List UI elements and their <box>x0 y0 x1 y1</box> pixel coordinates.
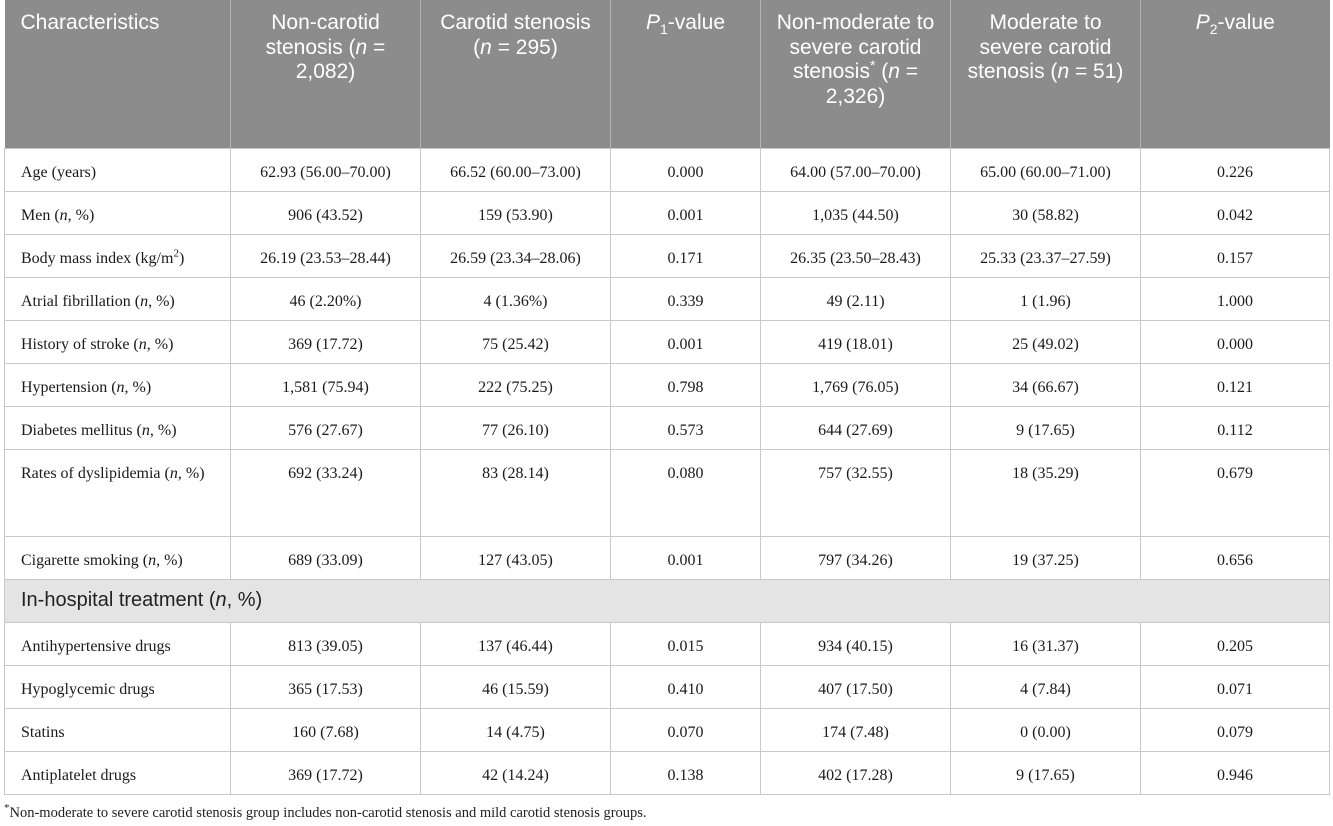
table-row <box>5 536 1330 579</box>
table-cell: 0.946 <box>1141 751 1330 794</box>
table-cell: 0.001 <box>611 191 761 234</box>
table-cell: 159 (53.90) <box>421 191 611 234</box>
table-cell: 75 (25.42) <box>421 320 611 363</box>
table-cell: 26.19 (23.53–28.44) <box>231 234 421 277</box>
table-cell: 0.205 <box>1141 622 1330 665</box>
table-cell: 160 (7.68) <box>231 708 421 751</box>
header-characteristics: Characteristics <box>5 0 231 148</box>
table-cell: 365 (17.53) <box>231 665 421 708</box>
table-cell: 1,581 (75.94) <box>231 363 421 406</box>
table-cell: 66.52 (60.00–73.00) <box>421 148 611 191</box>
row-label: Diabetes mellitus (n, %) <box>5 406 231 449</box>
table-cell: 0.138 <box>611 751 761 794</box>
table-cell: 62.93 (56.00–70.00) <box>231 148 421 191</box>
table-cell: 757 (32.55) <box>761 449 951 536</box>
header-non-carotid: Non-carotid stenosis (n = 2,082) <box>231 0 421 148</box>
row-label: Cigarette smoking (n, %) <box>5 536 231 579</box>
table-cell: 419 (18.01) <box>761 320 951 363</box>
table-cell: 137 (46.44) <box>421 622 611 665</box>
table-cell: 0.410 <box>611 665 761 708</box>
section-row <box>5 579 1330 622</box>
row-label: Atrial fibrillation (n, %) <box>5 277 231 320</box>
section-title: In-hospital treatment (n, %) <box>5 579 1330 622</box>
header-non-moderate: Non-moderate to severe carotid stenosis* (n = 2,326) <box>761 0 951 148</box>
table-cell: 797 (34.26) <box>761 536 951 579</box>
table-cell: 0.000 <box>1141 320 1330 363</box>
table-cell: 0.226 <box>1141 148 1330 191</box>
table-row <box>5 622 1330 665</box>
table-cell: 0.112 <box>1141 406 1330 449</box>
table-cell: 0.573 <box>611 406 761 449</box>
table-cell: 934 (40.15) <box>761 622 951 665</box>
table-row <box>5 708 1330 751</box>
table-row <box>5 191 1330 234</box>
table-cell: 1,035 (44.50) <box>761 191 951 234</box>
table-row <box>5 363 1330 406</box>
table-cell: 1 (1.96) <box>951 277 1141 320</box>
table-cell: 77 (26.10) <box>421 406 611 449</box>
table-row <box>5 148 1330 191</box>
table-cell: 19 (37.25) <box>951 536 1141 579</box>
characteristics-table <box>4 0 1330 795</box>
table-cell: 1,769 (76.05) <box>761 363 951 406</box>
table-cell: 174 (7.48) <box>761 708 951 751</box>
table-cell: 49 (2.11) <box>761 277 951 320</box>
table-cell: 369 (17.72) <box>231 751 421 794</box>
table-cell: 576 (27.67) <box>231 406 421 449</box>
table-cell: 4 (7.84) <box>951 665 1141 708</box>
table-cell: 0.015 <box>611 622 761 665</box>
table-body <box>5 148 1330 794</box>
table-row <box>5 751 1330 794</box>
table-cell: 0.071 <box>1141 665 1330 708</box>
table-row <box>5 320 1330 363</box>
table-cell: 25 (49.02) <box>951 320 1141 363</box>
table-cell: 0.001 <box>611 320 761 363</box>
table-cell: 813 (39.05) <box>231 622 421 665</box>
table-cell: 0.798 <box>611 363 761 406</box>
table-cell: 42 (14.24) <box>421 751 611 794</box>
table-cell: 9 (17.65) <box>951 751 1141 794</box>
table-cell: 18 (35.29) <box>951 449 1141 536</box>
table-row <box>5 406 1330 449</box>
table-cell: 0.001 <box>611 536 761 579</box>
table-cell: 46 (15.59) <box>421 665 611 708</box>
row-label: History of stroke (n, %) <box>5 320 231 363</box>
table-cell: 46 (2.20%) <box>231 277 421 320</box>
table-cell: 64.00 (57.00–70.00) <box>761 148 951 191</box>
characteristics-table-container <box>4 0 1329 822</box>
table-cell: 0.121 <box>1141 363 1330 406</box>
table-cell: 127 (43.05) <box>421 536 611 579</box>
table-cell: 402 (17.28) <box>761 751 951 794</box>
header-row <box>5 0 1330 148</box>
table-row <box>5 234 1330 277</box>
table-cell: 689 (33.09) <box>231 536 421 579</box>
header-p1: $P_1$-value <box>611 0 761 148</box>
table-cell: 0.079 <box>1141 708 1330 751</box>
table-cell: 369 (17.72) <box>231 320 421 363</box>
table-cell: 83 (28.14) <box>421 449 611 536</box>
row-label: Hypertension (n, %) <box>5 363 231 406</box>
table-cell: 0.000 <box>611 148 761 191</box>
table-cell: 0.080 <box>611 449 761 536</box>
table-cell: 0.157 <box>1141 234 1330 277</box>
table-row <box>5 665 1330 708</box>
table-row <box>5 277 1330 320</box>
table-cell: 14 (4.75) <box>421 708 611 751</box>
table-cell: 407 (17.50) <box>761 665 951 708</box>
row-label: Age (years) <box>5 148 231 191</box>
table-cell: 1.000 <box>1141 277 1330 320</box>
table-cell: 0.042 <box>1141 191 1330 234</box>
row-label: Statins <box>5 708 231 751</box>
table-cell: 0.339 <box>611 277 761 320</box>
row-label: Body mass index $(kg/m^2)$ <box>5 234 231 277</box>
table-cell: 0.679 <box>1141 449 1330 536</box>
table-cell: 692 (33.24) <box>231 449 421 536</box>
table-cell: 4 (1.36%) <box>421 277 611 320</box>
table-cell: 0.171 <box>611 234 761 277</box>
header-p2: $P_2$-value <box>1141 0 1330 148</box>
table-cell: 25.33 (23.37–27.59) <box>951 234 1141 277</box>
header-moderate-severe: Moderate to severe carotid stenosis (n = 51) <box>951 0 1141 148</box>
row-label: Hypoglycemic drugs <box>5 665 231 708</box>
table-cell: 644 (27.69) <box>761 406 951 449</box>
table-row <box>5 449 1330 536</box>
table-cell: 0.656 <box>1141 536 1330 579</box>
row-label: Antiplatelet drugs <box>5 751 231 794</box>
table-cell: 26.35 (23.50–28.43) <box>761 234 951 277</box>
table-cell: 0 (0.00) <box>951 708 1141 751</box>
table-cell: 30 (58.82) <box>951 191 1141 234</box>
table-cell: 34 (66.67) <box>951 363 1141 406</box>
table-cell: 0.070 <box>611 708 761 751</box>
row-label: Rates of dyslipidemia (n, %) <box>5 449 231 536</box>
footnote: *Non-moderate to severe carotid stenosis group includes non-carotid stenosis and mild carotid stenosis groups. <box>4 801 647 821</box>
row-label: Men (n, %) <box>5 191 231 234</box>
table-cell: 65.00 (60.00–71.00) <box>951 148 1141 191</box>
table-cell: 26.59 (23.34–28.06) <box>421 234 611 277</box>
table-cell: 222 (75.25) <box>421 363 611 406</box>
row-label: Antihypertensive drugs <box>5 622 231 665</box>
table-cell: 906 (43.52) <box>231 191 421 234</box>
table-cell: 9 (17.65) <box>951 406 1141 449</box>
header-carotid: Carotid stenosis (n = 295) <box>421 0 611 148</box>
table-cell: 16 (31.37) <box>951 622 1141 665</box>
